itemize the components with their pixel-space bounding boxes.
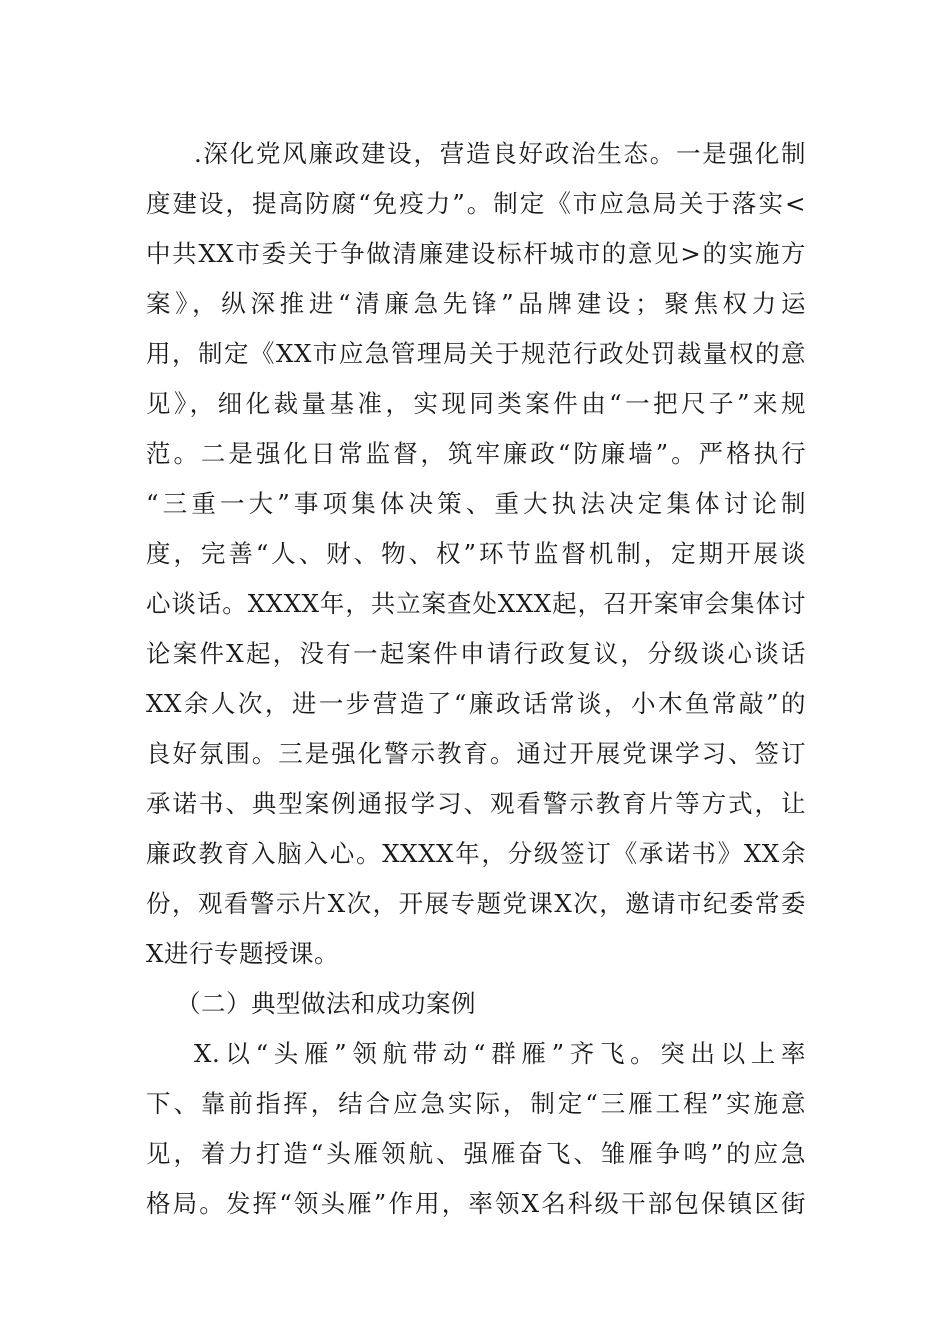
section-heading: （二）典型做法和成功案例 — [176, 989, 476, 1018]
paragraph1-line: X进行专题授课。 — [146, 939, 339, 968]
paragraph1-line: 范。二是强化日常监督，筑牢廉政“防廉墙”。严格执行 — [146, 439, 806, 468]
paragraph1-line: 见》，细化裁量基准，实现同类案件由“一把尺子”来规 — [146, 389, 806, 418]
paragraph1-line: 度，完善“人、财、物、权”环节监督机制，定期开展谈 — [146, 539, 806, 568]
paragraph1-line: “三重一大”事项集体决策、重大执法决定集体讨论制 — [146, 489, 806, 518]
paragraph2-line: 格局。发挥“领头雁”作用，率领X名科级干部包保镇区街 — [146, 1189, 806, 1218]
paragraph1-line: 承诺书、典型案例通报学习、观看警示教育片等方式，让 — [146, 789, 806, 818]
paragraph1-line: XX余人次，进一步营造了“廉政话常谈，小木鱼常敲”的 — [146, 689, 806, 718]
paragraph1-line: 案》，纵深推进“清廉急先锋”品牌建设；聚焦权力运 — [146, 289, 806, 318]
paragraph1-line: 心谈话。XXXX年，共立案查处XXX起，召开案审会集体讨 — [146, 589, 806, 618]
paragraph1-line: 良好氛围。三是强化警示教育。通过开展党课学习、签订 — [146, 739, 806, 768]
paragraph1-line: .深化党风廉政建设，营造良好政治生态。一是强化制 — [194, 139, 806, 168]
paragraph1-line: 份，观看警示片X次，开展专题党课X次，邀请市纪委常委 — [146, 889, 806, 918]
paragraph1-line: 度建设，提高防腐“免疫力”。制定《市应急局关于落实< — [146, 189, 806, 218]
paragraph2-line: X.以“头雁”领航带动“群雁”齐飞。突出以上率 — [194, 1039, 806, 1068]
paragraph1-line: 用，制定《XX市应急管理局关于规范行政处罚裁量权的意 — [146, 339, 806, 368]
paragraph1-line: 廉政教育入脑入心。XXXX年，分级签订《承诺书》XX余 — [146, 839, 806, 868]
paragraph2-line: 见，着力打造“头雁领航、强雁奋飞、雏雁争鸣”的应急 — [146, 1139, 806, 1168]
paragraph1-line: 论案件X起，没有一起案件申请行政复议，分级谈心谈话 — [146, 639, 806, 668]
paragraph1-line: 中共XX市委关于争做清廉建设标杆城市的意见>的实施方 — [146, 239, 806, 268]
paragraph2-line: 下、靠前指挥，结合应急实际，制定“三雁工程”实施意 — [146, 1089, 806, 1118]
